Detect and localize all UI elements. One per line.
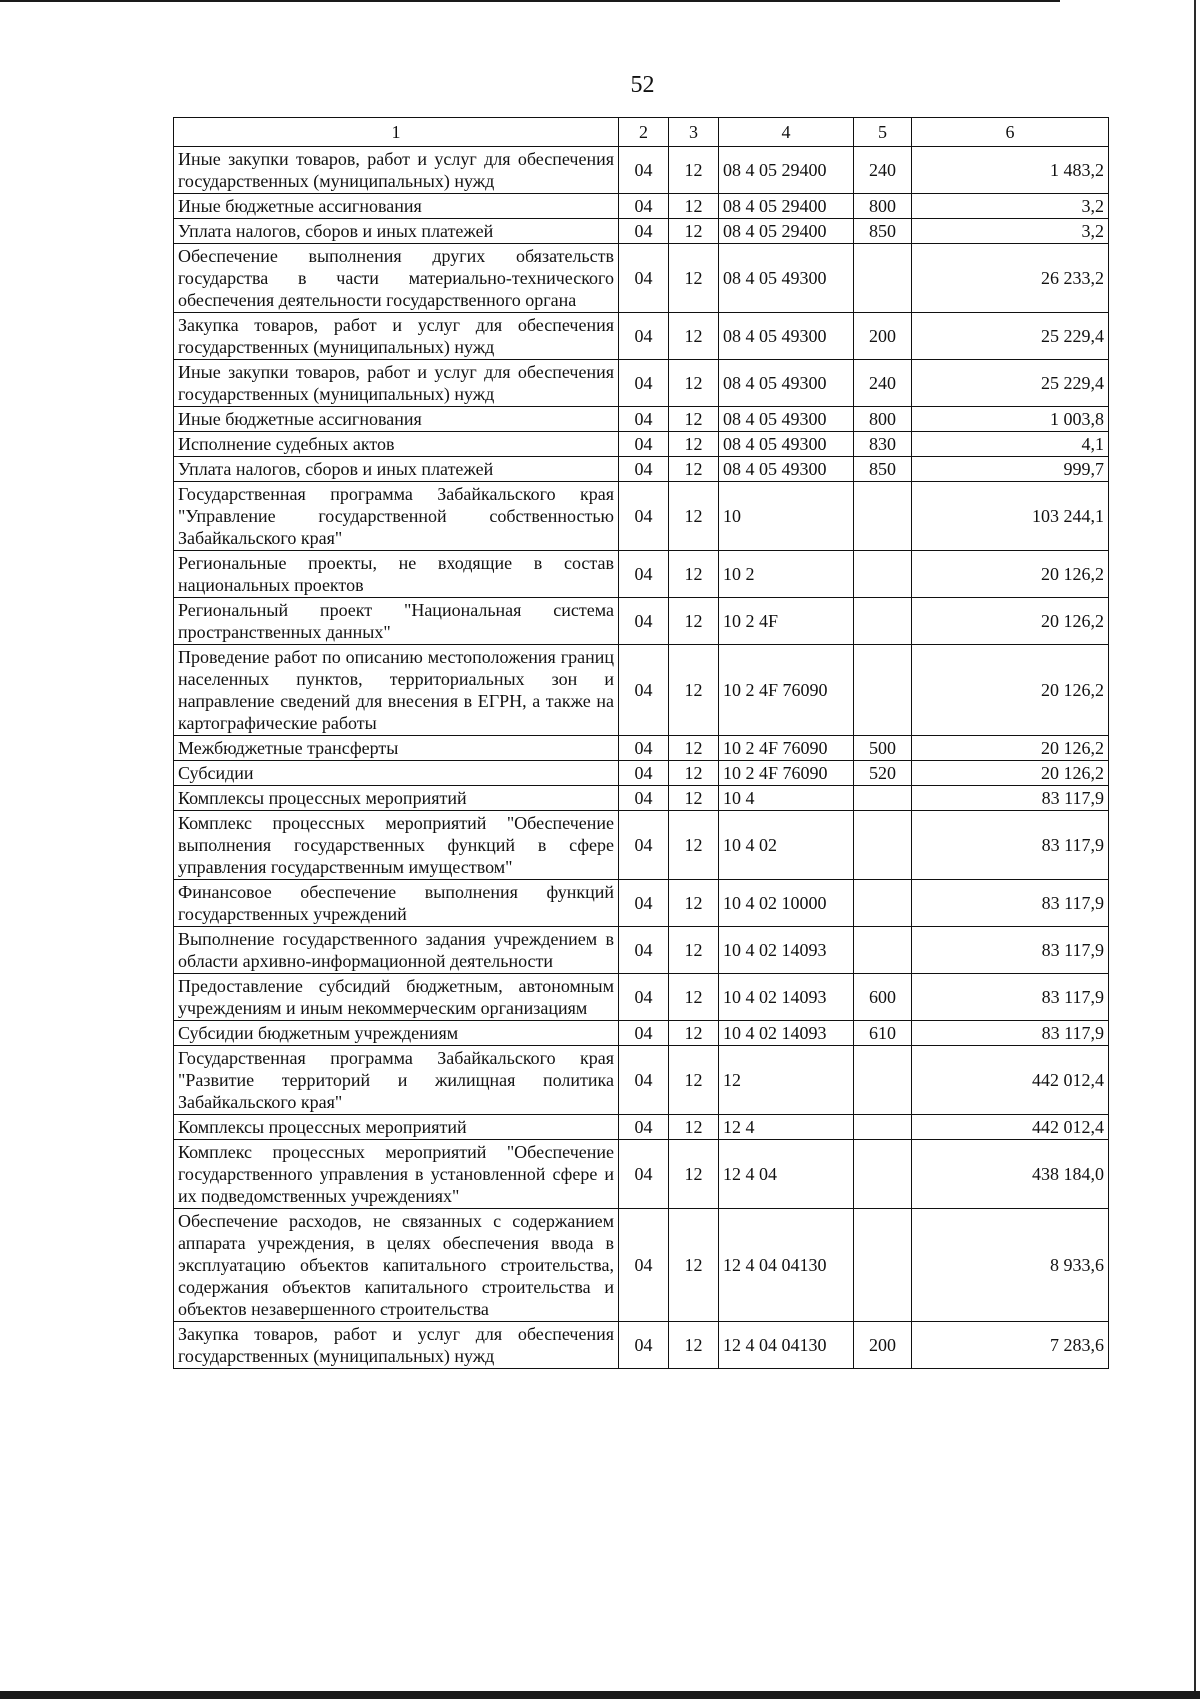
row-subsection-cell: 12 (669, 1021, 719, 1046)
row-expense-type-cell (854, 1140, 912, 1209)
row-section-cell: 04 (619, 194, 669, 219)
row-subsection-cell: 12 (669, 313, 719, 360)
row-name-cell: Обеспечение выполнения других обязательств государства в части материально-технического обеспечения деятельности государственного органа (174, 244, 619, 313)
table-row (174, 1322, 1109, 1369)
row-target-code-cell: 08 4 05 49300 (719, 432, 854, 457)
table-row (174, 194, 1109, 219)
table-row (174, 313, 1109, 360)
row-subsection-cell: 12 (669, 360, 719, 407)
table-row (174, 598, 1109, 645)
row-expense-type-cell (854, 1209, 912, 1322)
row-section-cell: 04 (619, 457, 669, 482)
table-row (174, 1046, 1109, 1115)
page-number: 52 (630, 72, 655, 98)
row-section-cell: 04 (619, 313, 669, 360)
row-expense-type-cell: 800 (854, 194, 912, 219)
row-section-cell: 04 (619, 1209, 669, 1322)
header-cell-4: 4 (719, 118, 854, 147)
row-target-code-cell: 12 (719, 1046, 854, 1115)
table-row (174, 407, 1109, 432)
row-amount-cell: 83 117,9 (912, 927, 1109, 974)
row-section-cell: 04 (619, 598, 669, 645)
header-cell-2: 2 (619, 118, 669, 147)
table-row (174, 811, 1109, 880)
row-name-cell: Государственная программа Забайкальского края "Развитие территорий и жилищная политика Забайкальского края" (174, 1046, 619, 1115)
row-subsection-cell: 12 (669, 761, 719, 786)
row-amount-cell: 1 003,8 (912, 407, 1109, 432)
row-section-cell: 04 (619, 761, 669, 786)
row-target-code-cell: 12 4 (719, 1115, 854, 1140)
table-row (174, 432, 1109, 457)
row-section-cell: 04 (619, 786, 669, 811)
row-expense-type-cell: 200 (854, 313, 912, 360)
table-row (174, 147, 1109, 194)
row-target-code-cell: 08 4 05 29400 (719, 147, 854, 194)
row-subsection-cell: 12 (669, 244, 719, 313)
row-section-cell: 04 (619, 551, 669, 598)
table-row (174, 1115, 1109, 1140)
row-expense-type-cell: 240 (854, 147, 912, 194)
scan-edge-right (1194, 0, 1196, 1699)
row-name-cell: Иные бюджетные ассигнования (174, 194, 619, 219)
row-amount-cell: 26 233,2 (912, 244, 1109, 313)
header-cell-5: 5 (854, 118, 912, 147)
row-amount-cell: 3,2 (912, 194, 1109, 219)
row-target-code-cell: 08 4 05 49300 (719, 313, 854, 360)
row-amount-cell: 83 117,9 (912, 880, 1109, 927)
row-expense-type-cell: 610 (854, 1021, 912, 1046)
row-name-cell: Иные бюджетные ассигнования (174, 407, 619, 432)
row-subsection-cell: 12 (669, 645, 719, 736)
row-expense-type-cell: 850 (854, 457, 912, 482)
row-name-cell: Комплекс процессных мероприятий "Обеспечение государственного управления в установленной сфере и их подведомственных учреждениях" (174, 1140, 619, 1209)
row-target-code-cell: 10 4 02 14093 (719, 927, 854, 974)
row-section-cell: 04 (619, 482, 669, 551)
row-target-code-cell: 12 4 04 (719, 1140, 854, 1209)
row-subsection-cell: 12 (669, 1322, 719, 1369)
row-target-code-cell: 10 2 4F (719, 598, 854, 645)
row-expense-type-cell (854, 598, 912, 645)
row-name-cell: Проведение работ по описанию местоположения границ населенных пунктов, территориальных зон и направление сведений для внесения в ЕГРН, а также на картографические работы (174, 645, 619, 736)
row-section-cell: 04 (619, 736, 669, 761)
row-target-code-cell: 10 4 02 10000 (719, 880, 854, 927)
row-subsection-cell: 12 (669, 786, 719, 811)
row-amount-cell: 83 117,9 (912, 786, 1109, 811)
row-expense-type-cell: 830 (854, 432, 912, 457)
row-amount-cell: 1 483,2 (912, 147, 1109, 194)
row-section-cell: 04 (619, 219, 669, 244)
row-expense-type-cell (854, 244, 912, 313)
row-section-cell: 04 (619, 1322, 669, 1369)
row-section-cell: 04 (619, 244, 669, 313)
row-amount-cell: 83 117,9 (912, 811, 1109, 880)
row-subsection-cell: 12 (669, 194, 719, 219)
header-cell-3: 3 (669, 118, 719, 147)
row-amount-cell: 442 012,4 (912, 1046, 1109, 1115)
table-row (174, 1140, 1109, 1209)
row-subsection-cell: 12 (669, 1209, 719, 1322)
row-amount-cell: 20 126,2 (912, 645, 1109, 736)
table-row (174, 360, 1109, 407)
header-cell-1: 1 (174, 118, 619, 147)
row-target-code-cell: 10 4 02 14093 (719, 974, 854, 1021)
row-amount-cell: 438 184,0 (912, 1140, 1109, 1209)
row-section-cell: 04 (619, 811, 669, 880)
row-name-cell: Межбюджетные трансферты (174, 736, 619, 761)
row-subsection-cell: 12 (669, 927, 719, 974)
row-subsection-cell: 12 (669, 551, 719, 598)
row-amount-cell: 83 117,9 (912, 1021, 1109, 1046)
row-target-code-cell: 12 4 04 04130 (719, 1209, 854, 1322)
row-subsection-cell: 12 (669, 598, 719, 645)
row-name-cell: Субсидии (174, 761, 619, 786)
row-target-code-cell: 10 4 (719, 786, 854, 811)
row-name-cell: Уплата налогов, сборов и иных платежей (174, 457, 619, 482)
row-name-cell: Закупка товаров, работ и услуг для обеспечения государственных (муниципальных) нужд (174, 313, 619, 360)
row-amount-cell: 20 126,2 (912, 551, 1109, 598)
row-amount-cell: 25 229,4 (912, 360, 1109, 407)
row-name-cell: Субсидии бюджетным учреждениям (174, 1021, 619, 1046)
table-row (174, 457, 1109, 482)
row-amount-cell: 20 126,2 (912, 761, 1109, 786)
table-row (174, 1209, 1109, 1322)
row-name-cell: Исполнение судебных актов (174, 432, 619, 457)
row-amount-cell: 83 117,9 (912, 974, 1109, 1021)
row-subsection-cell: 12 (669, 219, 719, 244)
table-row (174, 244, 1109, 313)
row-subsection-cell: 12 (669, 432, 719, 457)
budget-table (173, 117, 1109, 1369)
row-section-cell: 04 (619, 645, 669, 736)
row-amount-cell: 103 244,1 (912, 482, 1109, 551)
row-amount-cell: 8 933,6 (912, 1209, 1109, 1322)
row-section-cell: 04 (619, 927, 669, 974)
row-target-code-cell: 10 2 (719, 551, 854, 598)
row-name-cell: Комплексы процессных мероприятий (174, 786, 619, 811)
row-target-code-cell: 08 4 05 29400 (719, 219, 854, 244)
row-expense-type-cell (854, 482, 912, 551)
row-target-code-cell: 08 4 05 49300 (719, 407, 854, 432)
row-name-cell: Государственная программа Забайкальского края "Управление государственной собственностью Забайкальского края" (174, 482, 619, 551)
row-expense-type-cell (854, 786, 912, 811)
table-row (174, 880, 1109, 927)
row-name-cell: Иные закупки товаров, работ и услуг для обеспечения государственных (муниципальных) нужд (174, 147, 619, 194)
header-cell-6: 6 (912, 118, 1109, 147)
row-amount-cell: 999,7 (912, 457, 1109, 482)
row-target-code-cell: 10 2 4F 76090 (719, 761, 854, 786)
row-subsection-cell: 12 (669, 1115, 719, 1140)
table-row (174, 786, 1109, 811)
row-section-cell: 04 (619, 974, 669, 1021)
row-subsection-cell: 12 (669, 147, 719, 194)
row-amount-cell: 7 283,6 (912, 1322, 1109, 1369)
row-target-code-cell: 08 4 05 29400 (719, 194, 854, 219)
scan-edge-top (0, 0, 1060, 2)
row-section-cell: 04 (619, 1115, 669, 1140)
row-section-cell: 04 (619, 407, 669, 432)
table-row (174, 761, 1109, 786)
row-section-cell: 04 (619, 1140, 669, 1209)
row-amount-cell: 20 126,2 (912, 736, 1109, 761)
row-section-cell: 04 (619, 432, 669, 457)
row-expense-type-cell: 600 (854, 974, 912, 1021)
row-expense-type-cell (854, 880, 912, 927)
row-expense-type-cell: 800 (854, 407, 912, 432)
row-name-cell: Обеспечение расходов, не связанных с содержанием аппарата учреждения, в целях обеспечения ввода в эксплуатацию объектов капитального строительства, содержания объектов капитального строительства и объектов незавершенного строительства (174, 1209, 619, 1322)
row-section-cell: 04 (619, 147, 669, 194)
row-subsection-cell: 12 (669, 407, 719, 432)
table-row (174, 1021, 1109, 1046)
row-section-cell: 04 (619, 1046, 669, 1115)
header-row (174, 118, 1109, 147)
row-subsection-cell: 12 (669, 1140, 719, 1209)
row-amount-cell: 442 012,4 (912, 1115, 1109, 1140)
row-name-cell: Комплекс процессных мероприятий "Обеспечение выполнения государственных функций в сфере управления государственным имуществом" (174, 811, 619, 880)
row-subsection-cell: 12 (669, 482, 719, 551)
row-target-code-cell: 08 4 05 49300 (719, 457, 854, 482)
row-subsection-cell: 12 (669, 974, 719, 1021)
row-subsection-cell: 12 (669, 811, 719, 880)
table-row (174, 219, 1109, 244)
row-name-cell: Региональный проект "Национальная система пространственных данных" (174, 598, 619, 645)
row-target-code-cell: 10 (719, 482, 854, 551)
row-name-cell: Выполнение государственного задания учреждением в области архивно-информационной деятельности (174, 927, 619, 974)
row-amount-cell: 3,2 (912, 219, 1109, 244)
row-expense-type-cell (854, 551, 912, 598)
row-target-code-cell: 10 2 4F 76090 (719, 645, 854, 736)
row-target-code-cell: 12 4 04 04130 (719, 1322, 854, 1369)
row-subsection-cell: 12 (669, 1046, 719, 1115)
table-row (174, 482, 1109, 551)
row-name-cell: Финансовое обеспечение выполнения функций государственных учреждений (174, 880, 619, 927)
row-name-cell: Комплексы процессных мероприятий (174, 1115, 619, 1140)
table-row (174, 645, 1109, 736)
row-section-cell: 04 (619, 1021, 669, 1046)
row-subsection-cell: 12 (669, 736, 719, 761)
table-body (174, 147, 1109, 1369)
table-row (174, 736, 1109, 761)
row-target-code-cell: 08 4 05 49300 (719, 360, 854, 407)
row-expense-type-cell (854, 1046, 912, 1115)
row-expense-type-cell: 200 (854, 1322, 912, 1369)
row-name-cell: Иные закупки товаров, работ и услуг для обеспечения государственных (муниципальных) нужд (174, 360, 619, 407)
row-expense-type-cell (854, 927, 912, 974)
row-amount-cell: 20 126,2 (912, 598, 1109, 645)
scan-edge-bottom (0, 1691, 1200, 1699)
row-subsection-cell: 12 (669, 880, 719, 927)
row-expense-type-cell: 850 (854, 219, 912, 244)
row-expense-type-cell (854, 811, 912, 880)
row-name-cell: Закупка товаров, работ и услуг для обеспечения государственных (муниципальных) нужд (174, 1322, 619, 1369)
row-expense-type-cell (854, 645, 912, 736)
row-target-code-cell: 10 4 02 (719, 811, 854, 880)
row-name-cell: Региональные проекты, не входящие в состав национальных проектов (174, 551, 619, 598)
row-target-code-cell: 10 4 02 14093 (719, 1021, 854, 1046)
row-section-cell: 04 (619, 360, 669, 407)
row-section-cell: 04 (619, 880, 669, 927)
row-expense-type-cell: 520 (854, 761, 912, 786)
row-amount-cell: 25 229,4 (912, 313, 1109, 360)
row-expense-type-cell (854, 1115, 912, 1140)
row-amount-cell: 4,1 (912, 432, 1109, 457)
row-target-code-cell: 08 4 05 49300 (719, 244, 854, 313)
table-row (174, 551, 1109, 598)
row-name-cell: Предоставление субсидий бюджетным, автономным учреждениям и иным некоммерческим организациям (174, 974, 619, 1021)
row-expense-type-cell: 240 (854, 360, 912, 407)
table-row (174, 927, 1109, 974)
table-row (174, 974, 1109, 1021)
row-name-cell: Уплата налогов, сборов и иных платежей (174, 219, 619, 244)
row-target-code-cell: 10 2 4F 76090 (719, 736, 854, 761)
row-expense-type-cell: 500 (854, 736, 912, 761)
row-subsection-cell: 12 (669, 457, 719, 482)
